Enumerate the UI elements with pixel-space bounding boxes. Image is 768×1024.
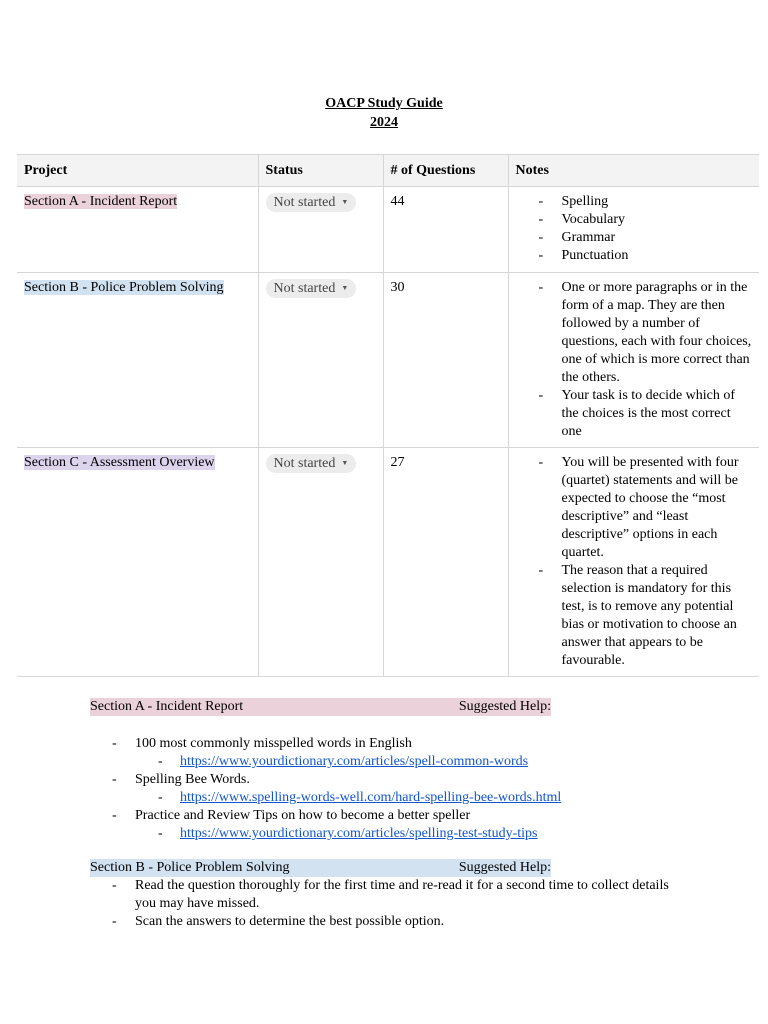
help-link[interactable]: https://www.yourdictionary.com/articles/spelling-test-study-tips <box>180 826 538 841</box>
list-item: - The reason that a required selection is mandatory for this test, is to remove any potential bias or motivation to choose an answer that appears to be favourable. <box>516 562 753 670</box>
list-item: - Spelling <box>516 193 753 211</box>
questions-cell: 44 <box>383 187 508 273</box>
section-a-heading-label: Section A - Incident Report <box>90 699 244 714</box>
list-item: - You will be presented with four (quartet) statements and will be expected to choose the “most descriptive” and “least descriptive” options in each quartet. <box>516 454 753 562</box>
notes-cell <box>508 187 759 273</box>
document-title <box>0 94 768 132</box>
notes-list <box>516 193 753 265</box>
project-tracker-table <box>17 154 759 677</box>
chevron-down-icon: ▼ <box>341 198 349 207</box>
title-line-1: OACP Study Guide <box>325 96 443 111</box>
table-row <box>17 448 759 677</box>
notes-cell <box>508 448 759 677</box>
notes-cell <box>508 273 759 448</box>
list-item <box>90 789 730 807</box>
project-cell <box>17 273 258 448</box>
table-row <box>17 273 759 448</box>
list-item: - Punctuation <box>516 247 753 265</box>
header-status: Status <box>258 155 383 187</box>
list-item: - 100 most commonly misspelled words in English <box>90 735 730 753</box>
chevron-down-icon: ▼ <box>341 459 349 468</box>
list-item: - Scan the answers to determine the best possible option. <box>90 913 680 931</box>
section-b-heading-label: Section B - Police Problem Solving <box>90 860 290 875</box>
status-cell <box>258 187 383 273</box>
chevron-down-icon: ▼ <box>341 284 349 293</box>
section-b-help-heading <box>90 859 551 877</box>
status-dropdown[interactable] <box>266 279 357 298</box>
list-item: - Practice and Review Tips on how to become a better speller <box>90 807 730 825</box>
list-item: - Spelling Bee Words. <box>90 771 730 789</box>
section-a-help-list <box>90 735 730 843</box>
section-b-help-list <box>90 877 680 931</box>
status-label: Not started <box>273 195 336 210</box>
list-item: - Grammar <box>516 229 753 247</box>
notes-list <box>516 454 753 670</box>
list-item <box>90 753 730 771</box>
list-item <box>90 825 730 843</box>
list-item: - Your task is to decide which of the choices is the most correct one <box>516 387 753 441</box>
list-item: - One or more paragraphs or in the form of a map. They are then followed by a number of questions, each with four choices, one of which is more correct than the others. <box>516 279 753 387</box>
header-questions: # of Questions <box>383 155 508 187</box>
list-item: - Read the question thoroughly for the first time and re-read it for a second time to collect details you may have missed. <box>90 877 680 913</box>
header-notes: Notes <box>508 155 759 187</box>
project-cell <box>17 187 258 273</box>
section-a-suggested-help-label: Suggested Help: <box>458 699 551 714</box>
status-label: Not started <box>273 456 336 471</box>
project-name[interactable]: Section B - Police Problem Solving <box>24 280 224 295</box>
table-row <box>17 187 759 273</box>
section-a-help-heading <box>90 698 551 716</box>
title-line-2: 2024 <box>370 115 398 130</box>
list-item: - Vocabulary <box>516 211 753 229</box>
status-cell <box>258 448 383 677</box>
status-dropdown[interactable] <box>266 454 357 473</box>
help-link[interactable]: https://www.spelling-words-well.com/hard-spelling-bee-words.html <box>180 790 562 805</box>
notes-list <box>516 279 753 441</box>
project-name[interactable]: Section A - Incident Report <box>24 194 178 209</box>
status-cell <box>258 273 383 448</box>
project-name[interactable]: Section C - Assessment Overview <box>24 455 215 470</box>
project-cell <box>17 448 258 677</box>
questions-cell: 27 <box>383 448 508 677</box>
help-link[interactable]: https://www.yourdictionary.com/articles/spell-common-words <box>180 754 529 769</box>
status-dropdown[interactable] <box>266 193 357 212</box>
section-b-suggested-help-label: Suggested Help: <box>458 860 551 875</box>
table-header-row <box>17 155 759 187</box>
header-project: Project <box>17 155 258 187</box>
status-label: Not started <box>273 281 336 296</box>
questions-cell: 30 <box>383 273 508 448</box>
